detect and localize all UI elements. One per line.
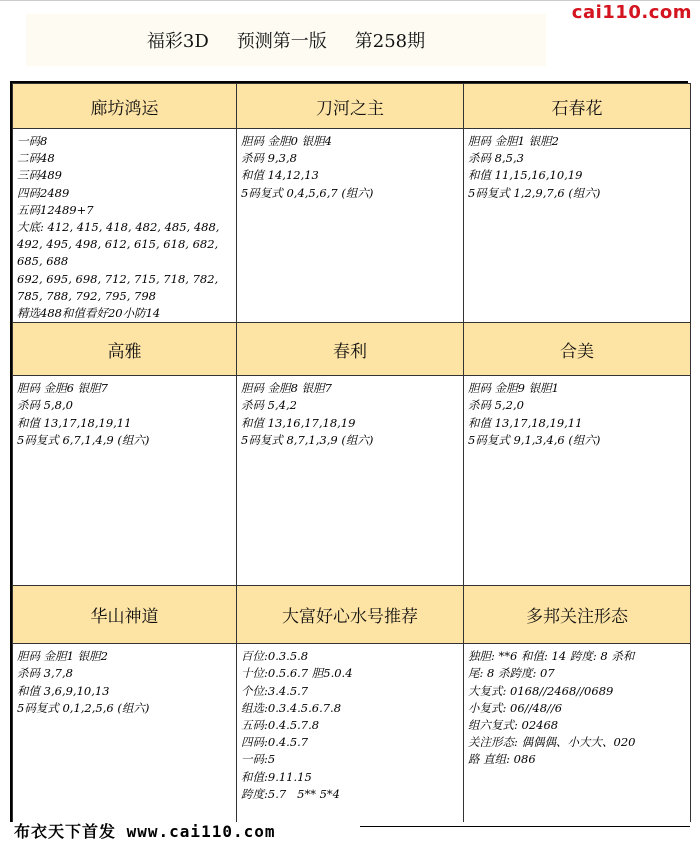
prediction-line: 5码复式 1,2,9,7,6 (组六) <box>468 185 601 200</box>
body-row-1 <box>13 129 691 323</box>
prediction-line: 二码48 <box>17 151 55 166</box>
header-row-2 <box>13 323 691 376</box>
prediction-line: 四码2489 <box>17 185 70 200</box>
prediction-line: 三码489 <box>17 168 62 183</box>
expert-name: 大富好心水号推荐 <box>237 586 464 644</box>
prediction-cell <box>237 376 464 586</box>
prediction-line: 胆码 金胆6 银胆7 <box>17 381 108 396</box>
prediction-line: 胆码 金胆1 银胆2 <box>468 134 559 148</box>
prediction-line: 和值 14,12,13 <box>241 168 319 183</box>
site-watermark-bottom: 布衣天下首发 www.cai110.com <box>14 822 276 841</box>
prediction-line: 尾: 8 杀跨度: 07 <box>468 666 555 681</box>
prediction-line: 692, 695, 698, 712, 715, 718, 782, <box>17 271 219 286</box>
prediction-line: 杀码 8,5,3 <box>468 151 524 166</box>
prediction-line: 和值 13,17,18,19,11 <box>17 415 132 430</box>
prediction-line: 五码12489+7 <box>17 202 94 217</box>
prediction-line: 路 直组: 086 <box>468 752 536 767</box>
expert-name: 廊坊鸿运 <box>13 84 237 129</box>
prediction-line: 和值:9.11.15 <box>241 769 312 784</box>
prediction-line: 785, 788, 792, 795, 798 <box>17 288 156 303</box>
prediction-line: 杀码 5,4,2 <box>241 398 297 413</box>
prediction-line: 跨度:5.7 5** 5*4 <box>241 786 340 801</box>
prediction-line: 胆码 金胆0 银胆4 <box>241 134 332 148</box>
expert-name: 华山神道 <box>13 586 237 644</box>
prediction-line: 685, 688 <box>17 254 69 269</box>
prediction-cell <box>237 129 464 323</box>
header-row-3 <box>13 586 691 644</box>
prediction-line: 关注形态: 偶偶偶、小大大、020 <box>468 735 636 750</box>
prediction-line: 四码:0.4.5.7 <box>241 735 309 750</box>
prediction-line: 和值 13,17,18,19,11 <box>468 415 583 430</box>
prediction-cell <box>464 644 691 826</box>
prediction-line: 杀码 9,3,8 <box>241 151 297 166</box>
expert-name: 刀河之主 <box>237 84 464 129</box>
prediction-line: 十位:0.5.6.7 胆5.0.4 <box>241 666 353 681</box>
prediction-line: 胆码 金胆9 银胆1 <box>468 381 559 396</box>
prediction-line: 杀码 5,2,0 <box>468 398 524 413</box>
title-edition: 预测第一版 <box>236 31 327 52</box>
expert-name: 多邦关注形态 <box>464 586 691 644</box>
bottom-rule <box>360 826 690 827</box>
prediction-line: 独胆: **6 和值: 14 跨度: 8 杀和 <box>468 649 635 664</box>
prediction-cell <box>13 376 237 586</box>
prediction-line: 5码复式 6,7,1,4,9 (组六) <box>17 432 150 447</box>
prediction-line: 组选:0.3.4.5.6.7.8 <box>241 700 342 715</box>
expert-name: 合美 <box>464 323 691 376</box>
title-issue: 第258期 <box>354 31 426 52</box>
prediction-line: 一码8 <box>17 134 48 148</box>
body-row-3 <box>13 644 691 826</box>
expert-name: 高雅 <box>13 323 237 376</box>
prediction-line: 5码复式 0,1,2,5,6 (组六) <box>17 700 150 715</box>
prediction-cell <box>237 644 464 826</box>
prediction-line: 精选488和值看好20小防14 <box>17 306 161 321</box>
prediction-line: 胆码 金胆8 银胆7 <box>241 381 332 396</box>
prediction-line: 五码:0.4.5.7.8 <box>241 718 320 733</box>
page-title <box>26 14 546 66</box>
prediction-line: 5码复式 9,1,3,4,6 (组六) <box>468 432 601 447</box>
prediction-line: 一码:5 <box>241 752 276 767</box>
prediction-line: 和值 3,6,9,10,13 <box>17 683 110 698</box>
prediction-line: 492, 495, 498, 612, 615, 618, 682, <box>17 237 219 252</box>
prediction-line: 大底: 412, 415, 418, 482, 485, 488, <box>17 220 220 235</box>
prediction-grid <box>10 81 688 828</box>
prediction-line: 5码复式 0,4,5,6,7 (组六) <box>241 185 374 200</box>
prediction-line: 和值 11,15,16,10,19 <box>468 168 583 183</box>
prediction-table <box>12 83 691 826</box>
expert-name: 石春花 <box>464 84 691 129</box>
prediction-line: 和值 13,16,17,18,19 <box>241 415 356 430</box>
prediction-cell <box>464 129 691 323</box>
prediction-cell <box>13 644 237 826</box>
prediction-line: 小复式: 06//48//6 <box>468 700 563 715</box>
header-row-1 <box>13 84 691 129</box>
prediction-cell <box>464 376 691 586</box>
prediction-line: 杀码 5,8,0 <box>17 398 73 413</box>
prediction-line: 百位:0.3.5.8 <box>241 649 309 664</box>
prediction-line: 组六复式: 02468 <box>468 718 559 733</box>
prediction-line: 个位:3.4.5.7 <box>241 683 309 698</box>
title-game: 福彩3D <box>146 31 209 52</box>
prediction-line: 大复式: 0168//2468//0689 <box>468 683 614 698</box>
expert-name: 春利 <box>237 323 464 376</box>
site-watermark-top: cai110.com <box>571 2 692 23</box>
body-row-2 <box>13 376 691 586</box>
prediction-cell <box>13 129 237 323</box>
prediction-line: 杀码 3,7,8 <box>17 666 73 681</box>
prediction-line: 5码复式 8,7,1,3,9 (组六) <box>241 432 374 447</box>
prediction-line: 胆码 金胆1 银胆2 <box>17 649 108 664</box>
